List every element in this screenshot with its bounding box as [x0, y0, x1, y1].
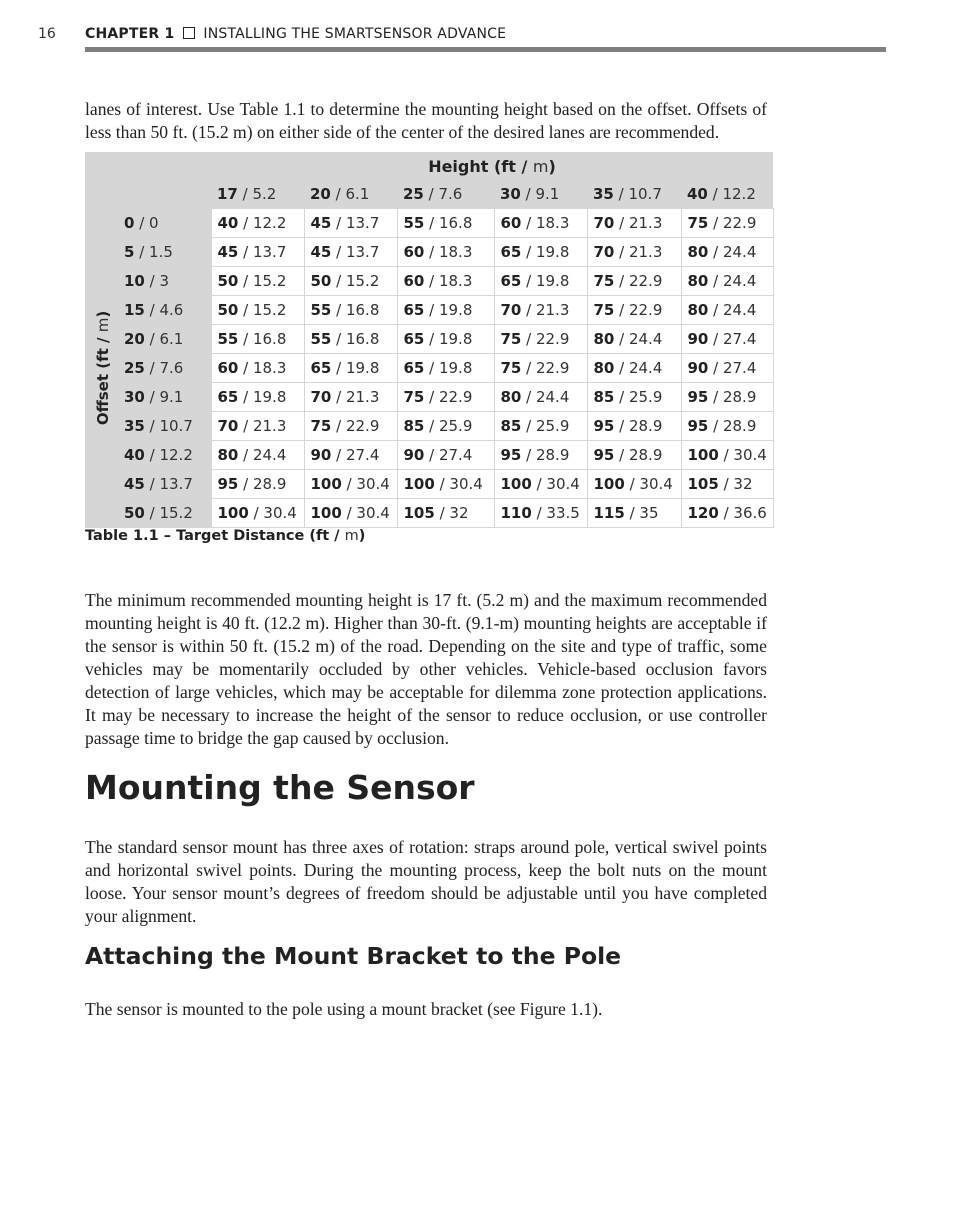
height-header-cell: 35 / 10.7 [587, 180, 681, 209]
table-row [85, 325, 773, 354]
table-row [85, 470, 773, 499]
meters-value: 16.8 [345, 301, 380, 319]
feet-value: 100 [310, 504, 342, 522]
distance-cell: 85 / 25.9 [494, 412, 587, 441]
distance-cell: 95 / 28.9 [587, 441, 681, 470]
distance-cell: 100 / 30.4 [397, 470, 494, 499]
meters-value: 32 [449, 504, 469, 522]
distance-cell: 85 / 25.9 [587, 383, 681, 412]
meters-value: 10.7 [628, 185, 662, 203]
feet-value: 80 [217, 446, 239, 464]
meters-value: 24.4 [722, 272, 757, 290]
feet-value: 95 [217, 475, 239, 493]
distance-cell: 70 / 21.3 [587, 209, 681, 238]
feet-value: 80 [687, 301, 709, 319]
meters-value: 30.4 [263, 504, 297, 522]
distance-cell: 55 / 16.8 [304, 325, 397, 354]
feet-value: 40 [217, 214, 239, 232]
meters-value: 30.4 [546, 475, 580, 493]
feet-value: 70 [310, 388, 332, 406]
feet-value: 100 [403, 475, 435, 493]
meters-value: 30.4 [639, 475, 673, 493]
feet-value: 40 [687, 185, 708, 203]
distance-cell: 100 / 30.4 [681, 441, 773, 470]
meters-value: 13.7 [252, 243, 287, 261]
feet-value: 20 [124, 330, 145, 348]
feet-value: 80 [593, 330, 615, 348]
meters-value: 19.8 [252, 388, 287, 406]
feet-value: 70 [217, 417, 239, 435]
intro-paragraph: lanes of interest. Use Table 1.1 to determine the mounting height based on the offset. Offsets of less than 50 ft. (15.2 m) on either side of the center of the desired lanes are recommended. [85, 98, 767, 142]
distance-cell: 55 / 16.8 [304, 296, 397, 325]
feet-value: 65 [500, 243, 522, 261]
feet-value: 100 [310, 475, 342, 493]
chapter-title: INSTALLING THE SMARTSENSOR ADVANCE [203, 26, 507, 42]
feet-value: 100 [500, 475, 532, 493]
distance-cell: 45 / 13.7 [304, 238, 397, 267]
meters-value: 28.9 [722, 417, 757, 435]
meters-value: 24.4 [722, 301, 757, 319]
offset-axis-title-cell [85, 209, 120, 528]
distance-cell: 80 / 24.4 [587, 354, 681, 383]
feet-value: 90 [403, 446, 425, 464]
distance-cell: 95 / 28.9 [494, 441, 587, 470]
table-row [85, 267, 773, 296]
distance-cell: 95 / 28.9 [681, 383, 773, 412]
meters-value: 7.6 [438, 185, 463, 203]
distance-cell: 75 / 22.9 [304, 412, 397, 441]
meters-value: 25.9 [535, 417, 570, 435]
distance-cell: 60 / 18.3 [397, 267, 494, 296]
distance-cell: 80 / 24.4 [211, 441, 304, 470]
feet-value: 45 [310, 243, 332, 261]
feet-value: 30 [500, 185, 521, 203]
feet-value: 100 [593, 475, 625, 493]
meters-value: 18.3 [535, 214, 570, 232]
distance-cell: 70 / 21.3 [587, 238, 681, 267]
meters-value: 12.2 [159, 446, 193, 464]
meters-value: 30.4 [356, 504, 390, 522]
offset-header-cell: 40 / 12.2 [120, 441, 211, 470]
offset-header-cell: 25 / 7.6 [120, 354, 211, 383]
meters-value: 18.3 [252, 359, 287, 377]
meters-value: 28.9 [628, 446, 663, 464]
meters-value: 1.5 [149, 243, 173, 261]
meters-value: 10.7 [159, 417, 193, 435]
meters-value: 13.7 [345, 243, 380, 261]
height-title-row [85, 152, 773, 180]
feet-value: 20 [310, 185, 331, 203]
distance-cell: 70 / 21.3 [211, 412, 304, 441]
meters-value: 22.9 [628, 272, 663, 290]
distance-cell: 100 / 30.4 [587, 470, 681, 499]
meters-value: 28.9 [722, 388, 757, 406]
height-axis-title: Height (ft / m) [211, 152, 773, 180]
offset-header-cell: 30 / 9.1 [120, 383, 211, 412]
meters-value: 15.2 [159, 504, 193, 522]
meters-value: 16.8 [438, 214, 473, 232]
meters-value: 15.2 [252, 301, 287, 319]
meters-value: 21.3 [345, 388, 380, 406]
feet-value: 15 [124, 301, 145, 319]
feet-value: 75 [500, 330, 522, 348]
distance-cell: 70 / 21.3 [494, 296, 587, 325]
distance-cell: 55 / 16.8 [211, 325, 304, 354]
feet-value: 25 [124, 359, 145, 377]
table-row [85, 296, 773, 325]
distance-cell: 110 / 33.5 [494, 499, 587, 528]
meters-value: 22.9 [722, 214, 757, 232]
feet-value: 17 [217, 185, 238, 203]
feet-value: 60 [403, 272, 425, 290]
meters-value: 21.3 [535, 301, 570, 319]
feet-value: 70 [500, 301, 522, 319]
meters-value: 12.2 [252, 214, 287, 232]
distance-cell: 75 / 22.9 [494, 354, 587, 383]
feet-value: 120 [687, 504, 719, 522]
feet-value: 80 [687, 272, 709, 290]
meters-value: 24.4 [535, 388, 570, 406]
section-paragraph: The standard sensor mount has three axes of rotation: straps around pole, vertical swivel points and horizontal swivel points. During the mounting process, keep the bolt nuts on the mount loose. Your sensor mount’s degrees of freedom should be adjustable until you have completed your alignment. [85, 836, 767, 926]
distance-cell: 55 / 16.8 [397, 209, 494, 238]
feet-value: 30 [124, 388, 145, 406]
meters-value: 21.3 [628, 243, 663, 261]
feet-value: 55 [403, 214, 425, 232]
distance-cell: 65 / 19.8 [397, 325, 494, 354]
feet-value: 80 [593, 359, 615, 377]
distance-cell: 65 / 19.8 [494, 267, 587, 296]
meters-value: 6.1 [345, 185, 370, 203]
offset-header-cell: 15 / 4.6 [120, 296, 211, 325]
meters-value: 30.4 [356, 475, 390, 493]
offset-header-cell: 0 / 0 [120, 209, 211, 238]
feet-value: 60 [217, 359, 239, 377]
subsection-heading: Attaching the Mount Bracket to the Pole [85, 942, 622, 970]
feet-value: 85 [403, 417, 425, 435]
feet-value: 55 [310, 301, 332, 319]
meters-value: 35 [639, 504, 659, 522]
meters-value: 6.1 [159, 330, 184, 348]
distance-cell: 90 / 27.4 [304, 441, 397, 470]
distance-cell: 90 / 27.4 [681, 325, 773, 354]
meters-value: 24.4 [722, 243, 757, 261]
distance-cell: 90 / 27.4 [397, 441, 494, 470]
feet-value: 50 [124, 504, 145, 522]
height-header-cell: 20 / 6.1 [304, 180, 397, 209]
meters-value: 4.6 [159, 301, 184, 319]
distance-cell: 95 / 28.9 [681, 412, 773, 441]
meters-value: 15.2 [252, 272, 287, 290]
meters-value: 3 [159, 272, 170, 290]
distance-cell: 75 / 22.9 [587, 267, 681, 296]
distance-cell: 80 / 24.4 [681, 296, 773, 325]
distance-cell: 50 / 15.2 [304, 267, 397, 296]
feet-value: 70 [593, 214, 615, 232]
chapter-label: CHAPTER 1 [85, 26, 175, 42]
square-separator-icon [183, 27, 195, 39]
feet-value: 95 [687, 417, 709, 435]
offset-header-cell: 10 / 3 [120, 267, 211, 296]
meters-value: 27.4 [438, 446, 473, 464]
meters-value: 33.5 [546, 504, 580, 522]
meters-value: 27.4 [722, 359, 757, 377]
section-heading: Mounting the Sensor [85, 768, 475, 807]
meters-value: 22.9 [628, 301, 663, 319]
meters-value: 22.9 [438, 388, 473, 406]
offset-header-cell: 35 / 10.7 [120, 412, 211, 441]
distance-cell: 100 / 30.4 [304, 499, 397, 528]
meters-value: 19.8 [438, 359, 473, 377]
meters-value: 13.7 [159, 475, 193, 493]
feet-value: 110 [500, 504, 532, 522]
meters-value: 19.8 [535, 243, 570, 261]
feet-value: 90 [310, 446, 332, 464]
distance-cell: 75 / 22.9 [397, 383, 494, 412]
meters-value: 19.8 [535, 272, 570, 290]
distance-cell: 70 / 21.3 [304, 383, 397, 412]
meters-value: 21.3 [252, 417, 287, 435]
distance-cell: 50 / 15.2 [211, 267, 304, 296]
feet-value: 70 [593, 243, 615, 261]
height-header-cell: 17 / 5.2 [211, 180, 304, 209]
distance-cell: 105 / 32 [397, 499, 494, 528]
feet-value: 60 [403, 243, 425, 261]
distance-cell: 95 / 28.9 [211, 470, 304, 499]
feet-value: 0 [124, 214, 135, 232]
distance-cell: 65 / 19.8 [494, 238, 587, 267]
table-row [85, 354, 773, 383]
meters-value: 30.4 [733, 446, 767, 464]
distance-cell: 65 / 19.8 [397, 354, 494, 383]
distance-cell: 60 / 18.3 [397, 238, 494, 267]
distance-cell: 80 / 24.4 [681, 238, 773, 267]
distance-cell: 75 / 22.9 [494, 325, 587, 354]
running-header [85, 26, 506, 42]
meters-value: 22.9 [345, 417, 380, 435]
feet-value: 80 [687, 243, 709, 261]
feet-value: 75 [500, 359, 522, 377]
feet-value: 80 [500, 388, 522, 406]
feet-value: 35 [124, 417, 145, 435]
feet-value: 45 [310, 214, 332, 232]
meters-value: 36.6 [733, 504, 767, 522]
feet-value: 65 [403, 359, 425, 377]
feet-value: 75 [593, 272, 615, 290]
feet-value: 40 [124, 446, 145, 464]
distance-cell: 60 / 18.3 [494, 209, 587, 238]
height-header-cell: 25 / 7.6 [397, 180, 494, 209]
feet-value: 45 [217, 243, 239, 261]
distance-cell: 95 / 28.9 [587, 412, 681, 441]
feet-value: 100 [687, 446, 719, 464]
meters-value: 28.9 [535, 446, 570, 464]
feet-value: 65 [217, 388, 239, 406]
offset-axis-title: Offset (ft / m) [93, 310, 112, 426]
feet-value: 10 [124, 272, 145, 290]
page-number: 16 [38, 26, 56, 42]
meters-value: 24.4 [628, 330, 663, 348]
feet-value: 75 [593, 301, 615, 319]
distance-cell: 75 / 22.9 [681, 209, 773, 238]
meters-value: 22.9 [535, 359, 570, 377]
meters-value: 0 [149, 214, 159, 232]
distance-cell: 65 / 19.8 [211, 383, 304, 412]
meters-value: 22.9 [535, 330, 570, 348]
feet-value: 105 [687, 475, 719, 493]
feet-value: 90 [687, 330, 709, 348]
distance-cell: 60 / 18.3 [211, 354, 304, 383]
feet-value: 95 [593, 446, 615, 464]
feet-value: 85 [500, 417, 522, 435]
distance-cell: 105 / 32 [681, 470, 773, 499]
feet-value: 75 [687, 214, 709, 232]
feet-value: 5 [124, 243, 135, 261]
page-header [0, 0, 954, 60]
table-row [85, 238, 773, 267]
meters-value: 15.2 [345, 272, 380, 290]
feet-value: 90 [687, 359, 709, 377]
feet-value: 95 [687, 388, 709, 406]
meters-value: 25.9 [628, 388, 663, 406]
height-values-row [85, 180, 773, 209]
distance-cell: 80 / 24.4 [587, 325, 681, 354]
feet-value: 105 [403, 504, 435, 522]
feet-value: 115 [593, 504, 625, 522]
subsection-paragraph: The sensor is mounted to the pole using a mount bracket (see Figure 1.1). [85, 998, 603, 1019]
meters-value: 9.1 [159, 388, 184, 406]
target-distance-table [85, 152, 774, 528]
feet-value: 55 [310, 330, 332, 348]
meters-value: 16.8 [345, 330, 380, 348]
meters-value: 7.6 [159, 359, 184, 377]
height-header-cell: 40 / 12.2 [681, 180, 773, 209]
header-rule [85, 47, 886, 52]
meters-value: 18.3 [438, 272, 473, 290]
feet-value: 95 [593, 417, 615, 435]
mounting-height-paragraph: The minimum recommended mounting height is 17 ft. (5.2 m) and the maximum recommended mounting height is 40 ft. (12.2 m). Higher than 30-ft. (9.1-m) mounting heights are acceptable if the sensor is within 50 ft. (15.2 m) of the road. Depending on the site and type of traffic, some vehicles may be momentarily occluded by other vehicles. Vehicle-based occlusion favors detection of large vehicles, which may be acceptable for dilemma zone protection applications. It may be necessary to increase the height of the sensor to reduce occlusion, or use controller passage time to bridge the gap caused by occlusion. [85, 589, 767, 748]
feet-value: 75 [403, 388, 425, 406]
table-row [85, 441, 773, 470]
distance-cell: 80 / 24.4 [681, 267, 773, 296]
meters-value: 5.2 [252, 185, 277, 203]
meters-value: 16.8 [252, 330, 287, 348]
feet-value: 60 [500, 214, 522, 232]
meters-value: 28.9 [628, 417, 663, 435]
meters-value: 12.2 [722, 185, 756, 203]
feet-value: 95 [500, 446, 522, 464]
meters-value: 13.7 [345, 214, 380, 232]
feet-value: 85 [593, 388, 615, 406]
distance-cell: 90 / 27.4 [681, 354, 773, 383]
meters-value: 27.4 [345, 446, 380, 464]
table-row [85, 412, 773, 441]
feet-value: 45 [124, 475, 145, 493]
distance-cell: 50 / 15.2 [211, 296, 304, 325]
offset-header-cell: 50 / 15.2 [120, 499, 211, 528]
distance-cell: 45 / 13.7 [304, 209, 397, 238]
feet-value: 55 [217, 330, 239, 348]
distance-cell: 120 / 36.6 [681, 499, 773, 528]
feet-value: 50 [310, 272, 332, 290]
table-caption: Table 1.1 – Target Distance (ft / m) [85, 528, 366, 544]
meters-value: 9.1 [535, 185, 560, 203]
feet-value: 65 [500, 272, 522, 290]
distance-cell: 115 / 35 [587, 499, 681, 528]
distance-cell: 80 / 24.4 [494, 383, 587, 412]
feet-value: 25 [403, 185, 424, 203]
distance-cell: 45 / 13.7 [211, 238, 304, 267]
feet-value: 100 [217, 504, 249, 522]
height-header-cell: 30 / 9.1 [494, 180, 587, 209]
offset-header-cell: 45 / 13.7 [120, 470, 211, 499]
meters-value: 24.4 [252, 446, 287, 464]
meters-value: 27.4 [722, 330, 757, 348]
meters-value: 18.3 [438, 243, 473, 261]
meters-value: 21.3 [628, 214, 663, 232]
feet-value: 35 [593, 185, 614, 203]
distance-cell: 65 / 19.8 [304, 354, 397, 383]
distance-cell: 85 / 25.9 [397, 412, 494, 441]
offset-header-cell: 20 / 6.1 [120, 325, 211, 354]
meters-value: 30.4 [449, 475, 483, 493]
distance-cell: 100 / 30.4 [304, 470, 397, 499]
meters-value: 28.9 [252, 475, 287, 493]
meters-value: 25.9 [438, 417, 473, 435]
feet-value: 75 [310, 417, 332, 435]
feet-value: 65 [310, 359, 332, 377]
table-row [85, 499, 773, 528]
table-row [85, 209, 773, 238]
meters-value: 24.4 [628, 359, 663, 377]
feet-value: 50 [217, 272, 239, 290]
distance-cell: 100 / 30.4 [494, 470, 587, 499]
feet-value: 65 [403, 330, 425, 348]
offset-header-cell: 5 / 1.5 [120, 238, 211, 267]
meters-value: 32 [733, 475, 753, 493]
distance-cell: 40 / 12.2 [211, 209, 304, 238]
meters-value: 19.8 [438, 330, 473, 348]
meters-value: 19.8 [438, 301, 473, 319]
distance-cell: 100 / 30.4 [211, 499, 304, 528]
distance-cell: 75 / 22.9 [587, 296, 681, 325]
meters-value: 19.8 [345, 359, 380, 377]
distance-cell: 65 / 19.8 [397, 296, 494, 325]
table-row [85, 383, 773, 412]
feet-value: 65 [403, 301, 425, 319]
feet-value: 50 [217, 301, 239, 319]
